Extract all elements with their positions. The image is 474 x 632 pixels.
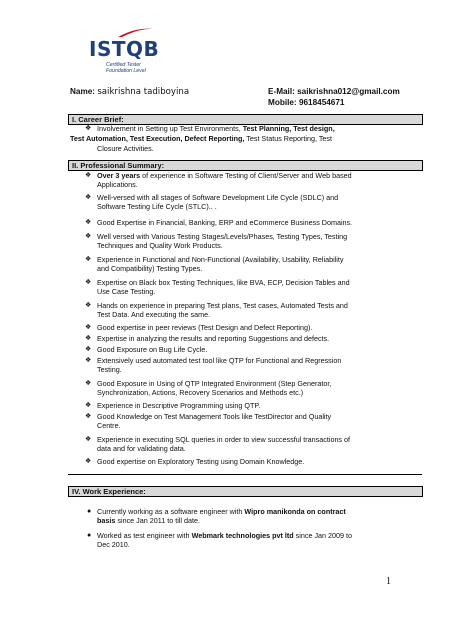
- arrow-bullet-icon: ❖: [85, 324, 92, 331]
- logo-subtitle: [106, 62, 146, 74]
- name-label: Name:: [70, 87, 96, 96]
- logo-subtitle-line1: Certified Tester: [106, 62, 141, 68]
- arrow-bullet-icon: ❖: [85, 125, 92, 132]
- arrow-bullet-icon: ❖: [85, 335, 92, 342]
- summary-item-cont: Centre.: [97, 421, 121, 430]
- summary-item: Good Exposure in Using of QTP Integrated Environment (Step Generator,: [97, 379, 332, 388]
- name-value: saikrishna tadiboyina: [97, 87, 190, 97]
- page-number: 1: [386, 576, 391, 587]
- summary-item: Good Knowledge on Test Management Tools like TestDirector and Quality: [97, 412, 332, 421]
- work-item-cont: [97, 517, 200, 526]
- summary-item: Experience in Functional and Non-Functional (Availability, Usability, Reliability: [97, 255, 344, 264]
- career-text-bold: Test Planning, Test design,: [242, 124, 335, 133]
- arrow-bullet-icon: ❖: [85, 380, 92, 387]
- career-text-bold: Test Automation, Test Execution, Defect Reporting,: [70, 134, 245, 143]
- mobile-value: 9618454671: [298, 98, 345, 107]
- summary-item-cont: Use Case Testing.: [97, 287, 156, 296]
- work-text: Worked as test engineer with: [97, 531, 192, 540]
- summary-item: Well-versed with all stages of Software Development Life Cycle (SDLC) and: [97, 193, 339, 202]
- work-item-cont: Dec 2010.: [97, 540, 130, 549]
- arrow-bullet-icon: ❖: [85, 402, 92, 409]
- work-text: since Jan 2011 to till date.: [115, 516, 200, 525]
- work-item: [97, 532, 352, 541]
- logo-wordmark: ISTQB: [89, 37, 160, 61]
- istqb-logo: [88, 25, 168, 83]
- career-text: Involvement in Setting up Test Environments,: [97, 124, 243, 133]
- round-bullet-icon: ●: [87, 532, 92, 539]
- summary-item: Expertise in analyzing the results and reporting Suggestions and defects.: [97, 334, 330, 343]
- arrow-bullet-icon: ❖: [85, 436, 92, 443]
- summary-text-bold: Over 3 years: [97, 171, 141, 180]
- career-text: Test Status Reporting, Test: [244, 134, 333, 143]
- work-text-bold: basis: [97, 516, 116, 525]
- summary-text: of experience in Software Testing of Client/Server and Web based: [140, 171, 352, 180]
- summary-item: Experience in executing SQL queries in order to view successful transactions of: [97, 435, 351, 444]
- email-value: saikrishna012@gmail.com: [297, 87, 400, 96]
- work-text-bold: Wipro manikonda on contract: [244, 507, 346, 516]
- arrow-bullet-icon: ❖: [85, 219, 92, 226]
- work-text: since Jan 2009 to: [293, 531, 353, 540]
- mobile-line: [268, 98, 344, 107]
- summary-item-cont: Applications.: [97, 180, 138, 189]
- career-line-3: Closure Activities.: [97, 144, 154, 153]
- email-line: [268, 87, 400, 96]
- summary-item-cont: Testing.: [97, 365, 122, 374]
- arrow-bullet-icon: ❖: [85, 279, 92, 286]
- summary-item: Extensively used automated test tool like QTP for Functional and Regression: [97, 356, 342, 365]
- arrow-bullet-icon: ❖: [85, 346, 92, 353]
- arrow-bullet-icon: ❖: [85, 413, 92, 420]
- arrow-bullet-icon: ❖: [85, 233, 92, 240]
- arrow-bullet-icon: ❖: [85, 172, 92, 179]
- section-professional-summary: II. Professional Summary:: [68, 160, 423, 171]
- career-line-2: [70, 135, 332, 144]
- arrow-bullet-icon: ❖: [85, 256, 92, 263]
- summary-item: Expertise on Black box Testing Techniques, like BVA, ECP, Decision Tables and: [97, 278, 350, 287]
- round-bullet-icon: ●: [87, 508, 92, 515]
- summary-item: Hands on experience in preparing Test plans, Test cases, Automated Tests and: [97, 301, 348, 310]
- logo-subtitle-line2: Foundation Level: [106, 68, 146, 74]
- summary-item-cont: Test Data. And executing the same.: [97, 310, 211, 319]
- arrow-bullet-icon: ❖: [85, 302, 92, 309]
- summary-item: Good Exposure on Bug Life Cycle.: [97, 345, 208, 354]
- arrow-bullet-icon: ❖: [85, 357, 92, 364]
- summary-item-cont: data and for validating data.: [97, 444, 186, 453]
- summary-item: Good Expertise in Financial, Banking, ERP and eCommerce Business Domains.: [97, 218, 353, 227]
- mobile-label: Mobile:: [268, 98, 297, 107]
- arrow-bullet-icon: ❖: [85, 458, 92, 465]
- career-line-1: [97, 125, 335, 134]
- summary-item: Good expertise on Exploratory Testing using Domain Knowledge.: [97, 457, 305, 466]
- summary-item-cont: and Compatibility) Testing Types.: [97, 264, 203, 273]
- summary-item-cont: Software Testing Life Cycle (STLC).. .: [97, 202, 217, 211]
- arrow-bullet-icon: ❖: [85, 194, 92, 201]
- summary-item-cont: Techniques and Quality Work Products.: [97, 241, 223, 250]
- summary-item: Experience in Descriptive Programming using QTP.: [97, 401, 261, 410]
- section-career-brief: I. Career Brief:: [68, 114, 423, 125]
- email-label: E-Mail:: [268, 87, 295, 96]
- name-line: [70, 87, 189, 97]
- work-text: Currently working as a software engineer with: [97, 507, 245, 516]
- work-text-bold: Webmark technologies pvt ltd: [191, 531, 294, 540]
- section-work-experience: IV. Work Experience:: [68, 486, 423, 497]
- summary-item: Well versed with Various Testing Stages/Levels/Phases, Testing Types, Testing: [97, 232, 348, 241]
- summary-item: Good expertise in peer reviews (Test Design and Defect Reporting).: [97, 323, 313, 332]
- summary-item-cont: Synchronization, Actions, Recovery Scenarios and Methods etc.): [97, 388, 304, 397]
- divider: [68, 474, 422, 475]
